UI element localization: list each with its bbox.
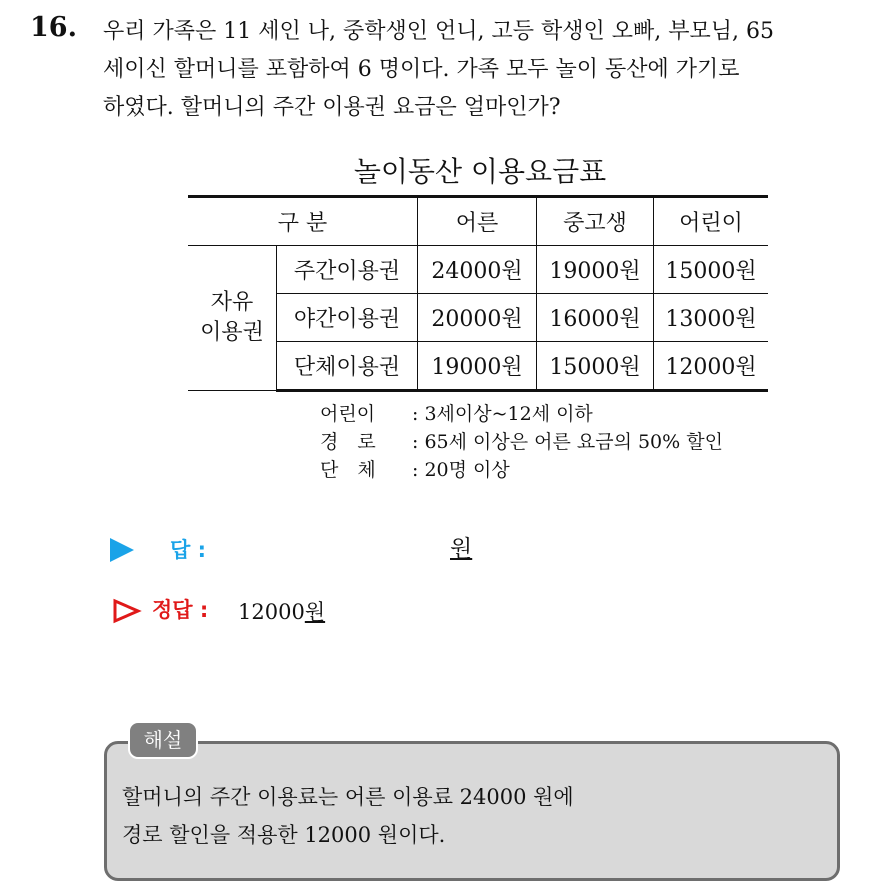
price-teen: 15000원 [537,342,654,391]
note-child [320,400,723,428]
key-unit: 원 [304,600,326,624]
key-value: 12000 [238,600,305,624]
answer-label: 답 : [170,538,206,562]
question-line-2: 세이신 할머니를 포함하여 6 명이다. 가족 모두 놀이 동산에 가기로 [103,57,740,82]
key-label: 정답 : [152,598,209,622]
note-label: 경 로 [320,431,376,453]
group-label-line-1: 자유 [210,290,254,315]
note-text: : 65세 이상은 어른 요금의 50% 할인 [412,431,723,453]
group-label [188,246,277,391]
header-adult: 어른 [418,197,537,246]
explanation-line-2: 경로 할인을 적용한 12000 원이다. [122,823,446,847]
note-label: 단 체 [320,459,376,481]
ticket-type: 주간이용권 [277,246,418,294]
key-answer [238,596,325,626]
outline-triangle-icon [112,598,142,624]
group-label-line-2: 이용권 [200,320,264,345]
price-child: 12000원 [654,342,769,391]
question-line-1: 우리 가족은 11 세인 나, 중학생인 언니, 고등 학생인 오빠, 부모님, 65 [103,19,774,44]
header-child: 어린이 [654,197,769,246]
fee-table [188,195,768,392]
price-child: 15000원 [654,246,769,294]
question-number: 16. [30,12,77,43]
ticket-type: 야간이용권 [277,294,418,342]
table-row [188,246,768,294]
table-title: 놀이동산 이용요금표 [353,155,607,188]
answer-blank-unit[interactable]: 원 [450,536,473,562]
explanation-text [122,778,574,854]
note-senior [320,428,723,456]
price-teen: 19000원 [537,246,654,294]
explanation-tab: 해설 [128,721,198,759]
note-text: : 3세이상~12세 이하 [412,403,593,425]
header-teen: 중고생 [537,197,654,246]
table-header-row [188,197,768,246]
price-child: 13000원 [654,294,769,342]
note-label: 어린이 [320,403,376,425]
price-adult: 24000원 [418,246,537,294]
note-text: : 20명 이상 [412,459,510,481]
question-line-3: 하였다. 할머니의 주간 이용권 요금은 얼마인가? [103,95,561,120]
header-category: 구 분 [188,197,418,246]
note-group [320,456,723,484]
explanation-line-1: 할머니의 주간 이용료는 어른 이용료 24000 원에 [122,785,574,809]
price-adult: 20000원 [418,294,537,342]
ticket-type: 단체이용권 [277,342,418,391]
price-teen: 16000원 [537,294,654,342]
price-adult: 19000원 [418,342,537,391]
play-triangle-icon [110,538,134,562]
table-notes [320,400,723,484]
